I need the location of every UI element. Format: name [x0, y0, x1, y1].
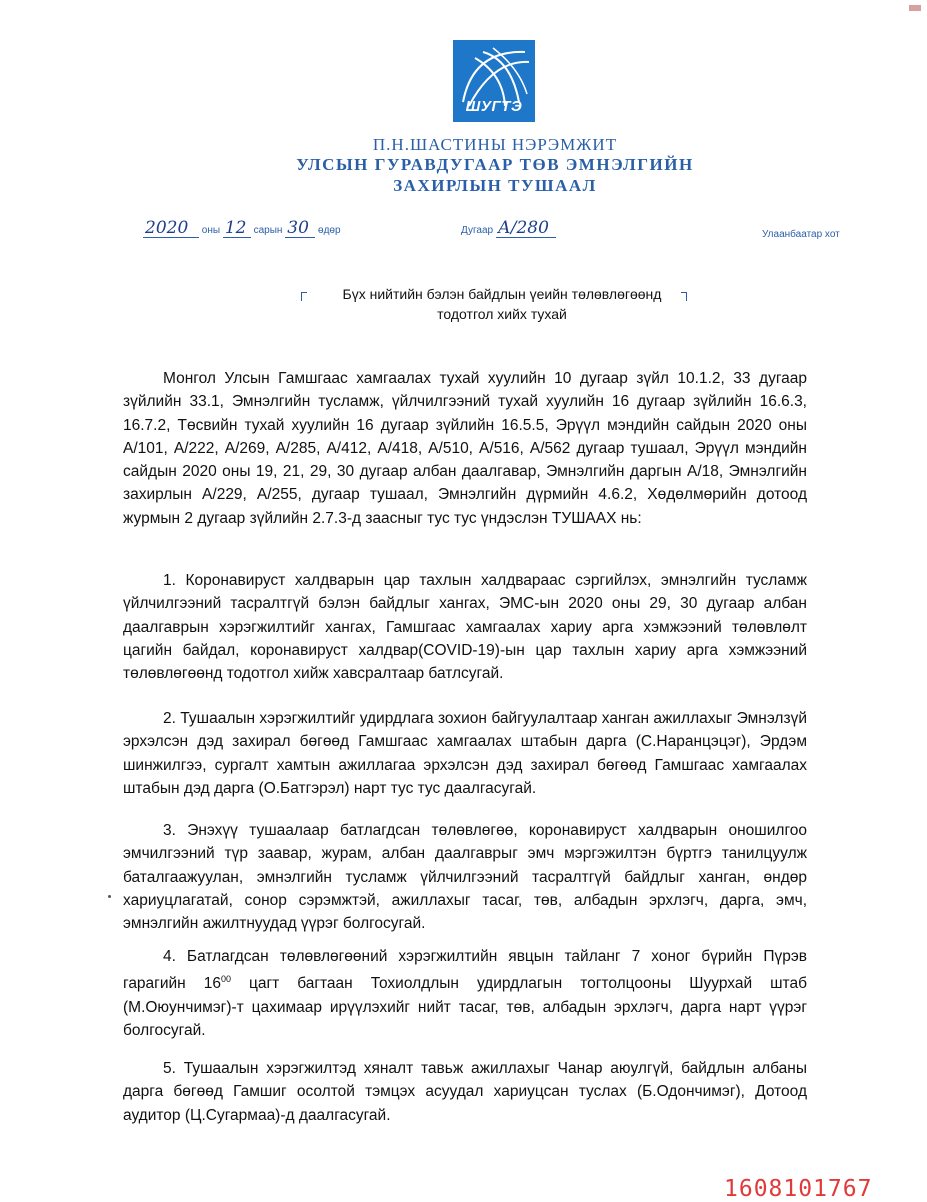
date-field [143, 219, 341, 245]
scan-speck [108, 895, 111, 898]
order-item-4-rest: цагт багтаан Тохиолдлын удирдлагын тогтолцооны Шуурхай штаб (М.Оюунчимэг)-т цахимаар ирүүлэхийг нийт тасаг, төв, албадын эрхлэгч, дарга нарт үүрэг болгосугай. [123, 975, 807, 1040]
logo-text: ШУГТЭ [465, 98, 523, 115]
number-field [461, 219, 556, 245]
month-suffix: сарын [253, 225, 283, 236]
edge-mark [909, 5, 921, 11]
year-suffix: оны [201, 225, 221, 236]
time-superscript: 00 [220, 974, 231, 985]
preamble-paragraph: Монгол Улсын Гамшгаас хамгаалах тухай хуулийн 10 дугаар зүйл 10.1.2, 33 дугаар зүйлийн 33.1, Эмнэлгийн тусламж, үйлчилгээний тухай хуулийн 16 дугаар зүйлийн 16.6.3, 16.7.2, Төсвийн тухай хуулийн 16 дугаар зүйлийн 16.5.5, Эрүүл мэндийн сайдын 2020 оны А/101, А/222, А/269, А/285, А/412, А/418, А/510, А/516, А/562 дугаар тушаал, Эрүүл мэндийн сайдын 2020 оны 19, 21, 29, 30 дугаар албан даалгавар, Эмнэлгийн даргын А/18, Эмнэлгийн захирлын А/229, А/255, дугаар тушаал, Эмнэлгийн дүрмийн 4.6.2, Хөдөлмөрийн дотоод журмын 2 дугаар зүйлийн 2.7.3-д заасныг тус тус үндэслэн ТУШААХ нь: [123, 370, 807, 527]
order-item-3: 3. Энэхүү тушаалаар батлагдсан төлөвлөгөө, коронавируст халдварын оношилгоо эмчилгээний түр заавар, журам, албан даалгаврыг эмч мэргэжилтэн бүртгэ танилцуулж баталгаажуулан, эмнэлгийн тусламж үйлчилгээний тасралтгүй байдлыг ханган, өндөр хариуцлагатай, сонор сэрэмжтэй, ажиллахыг тасаг, төв, албадын эрхлэгч, дарга, эмч, эмнэлгийн ажилтнуудад үүрэг болгосугай. [123, 822, 807, 933]
order-item-4 [123, 945, 807, 1042]
subject-line-1: Бүх нийтийн бэлэн байдлын үеийн төлөвлөгөөнд [342, 286, 662, 302]
header-line-2: УЛСЫН ГУРАВДУГААР ТӨВ ЭМНЭЛГИЙН [296, 155, 694, 174]
subject-bracket-left [301, 292, 307, 301]
subject-line-2: тодотгол хийх тухай [437, 306, 567, 322]
city-label: Улаанбаатар хот [762, 229, 840, 240]
hospital-logo [453, 40, 535, 122]
header-line-3: ЗАХИРЛЫН ТУШААЛ [393, 176, 597, 195]
year-value: 2020 [143, 219, 199, 238]
order-item-1: 1. Коронавируст халдварын цар тахлын халдвараас сэргийлэх, эмнэлгийн тусламж үйлчилгээний тасралтгүй бэлэн байдлыг хангах, ЭМС-ын 2020 оны 29, 30 дугаар албан даалгаврын хэрэгжилтийг хангах, Гамшгаас хамгаалах хариу арга хэмжээний төлөвлөлт цагийн байдал, коронавируст халдвар(COVID-19)-ын цар тахлын хариу арга хэмжээний төлөвлөгөөнд тодотгол хийж хавсралтаар батлсугай. [123, 572, 807, 683]
number-value: А/280 [496, 219, 556, 238]
number-label: Дугаар [461, 225, 494, 236]
order-item-5: 5. Тушаалын хэрэгжилтэд хяналт тавьж ажиллахыг Чанар аюулгүй, байдлын албаны дарга бөгөөд Гамшиг осолтой тэмцэх асуудал хариуцсан туслах (Б.Одончимэг), Дотоод аудитор (Ц.Сугармаа)-д даалгасугай. [123, 1060, 807, 1124]
header-line-1: П.Н.ШАСТИНЫ НЭРЭМЖИТ [372, 135, 618, 154]
order-item-4-text: 4. Батлагдсан төлөвлөгөөний хэрэгжилтийн явцын тайланг 7 хоног бүрийн Пүрэв гарагийн 16 [123, 948, 807, 993]
day-value: 30 [285, 219, 315, 238]
serial-number-stamp: 1608101767 [724, 1176, 873, 1202]
day-suffix: өдөр [318, 225, 341, 236]
month-value: 12 [223, 219, 251, 238]
order-item-2: 2. Тушаалын хэрэгжилтийг удирдлага зохион байгуулалтаар ханган ажиллахыг Эмнэлзүй эрхэлсэн дэд захирал бөгөөд Гамшгаас хамгаалах штабын дарга (С.Наранцэцэг), Эрдэм шинжилгээ, сургалт хамтын ажиллагаа эрхэлсэн дэд захирал бөгөөд Гамшгаас хамгаалах штабын дэд дарга (О.Батгэрэл) нарт тус тус даалгасугай. [123, 710, 807, 797]
